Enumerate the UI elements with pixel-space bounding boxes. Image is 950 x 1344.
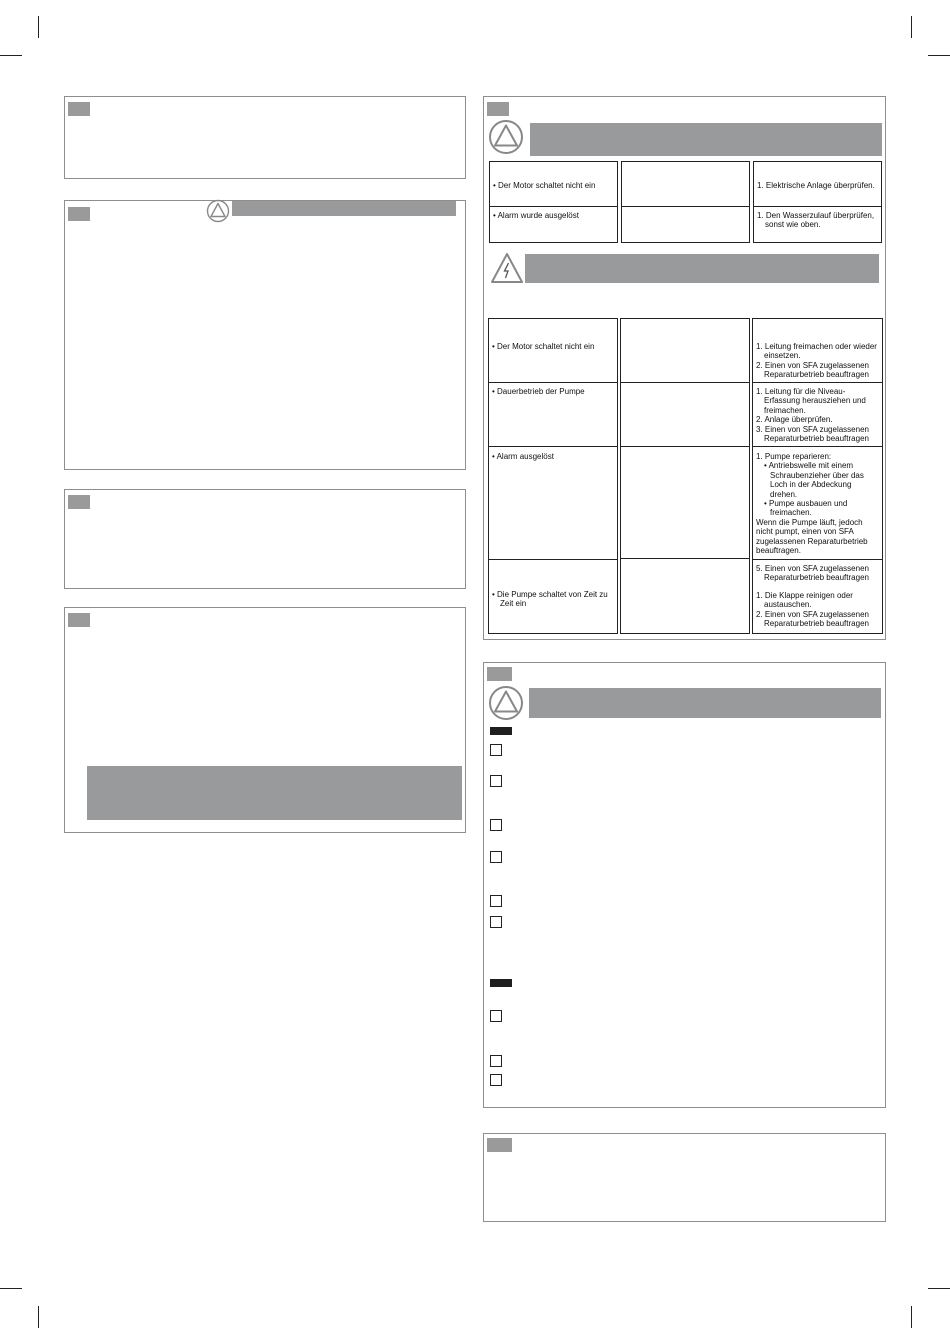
table-cell-cause [620,382,750,447]
table-cell-cause [620,318,750,383]
crop-mark [0,1288,22,1289]
symptom-text: • Die Pumpe schaltet von Zeit zu [492,590,608,599]
section-box [64,607,466,833]
crop-mark [928,1288,950,1289]
checklist-checkbox[interactable] [490,916,502,928]
remedy-text: 1. Elektrische Anlage überprüfen. [757,181,875,190]
symptom-text: • Dauerbetrieb der Pumpe [492,387,585,396]
crop-mark [911,1306,912,1328]
remedy-text: 1. Pumpe reparieren: [756,452,832,461]
mechanical-heading-bar [530,123,882,156]
table-cell-remedy [753,206,882,243]
table-cell-symptom [488,318,618,383]
remedy-text: 2. Einen von SFA zugelassenen [756,609,869,619]
checklist-checkbox[interactable] [490,744,502,756]
remedy-text: 1. Leitung für die Niveau- [756,387,846,396]
remedy-text: Reparaturbetrieb beauftragen [764,370,869,380]
remedy-text: 2. Anlage überprüfen. [756,415,833,425]
section-box [64,200,466,470]
section-number-tab [68,207,90,221]
checklist-checkbox[interactable] [490,775,502,787]
remedy-text: beauftragen. [756,546,801,556]
symptom-text: • Der Motor schaltet nicht ein [493,181,596,190]
symptom-text: • Alarm ausgelöst [492,452,554,461]
table-cell-remedy [752,382,883,447]
remedy-text: 1. Den Wasserzulauf überprüfen, [757,211,875,220]
table-cell-symptom [488,382,618,447]
checklist-checkbox[interactable] [490,1074,502,1086]
table-cell-symptom [489,206,618,243]
remedy-text: freimachen. [770,508,812,518]
section-number-tab [68,495,90,509]
remedy-text: 5. Einen von SFA zugelassenen [756,564,869,573]
section-box [483,1133,886,1222]
checklist-checkbox[interactable] [490,895,502,907]
table-cell-symptom [488,446,618,560]
remedy-text: 1. Die Klappe reinigen oder [756,590,853,600]
table-cell-cause [620,558,750,634]
remedy-text: Loch in der Abdeckung [770,480,852,490]
symptom-text: • Alarm wurde ausgelöst [493,211,579,220]
crop-mark [928,55,950,56]
section-number-tab [68,613,90,627]
section-box [64,96,466,179]
table-cell-symptom [489,161,618,207]
remedy-text: • Pumpe ausbauen und [764,499,848,509]
remedy-text: 3. Einen von SFA zugelassenen [756,424,869,434]
section-box [64,489,466,589]
remedy-text: 1. Leitung freimachen oder wieder [756,342,877,351]
table-cell-remedy [752,446,883,560]
remedy-text: Wenn die Pumpe läuft, jedoch [756,517,863,527]
remedy-text: drehen. [770,489,798,499]
warning-triangle-icon [206,199,230,223]
section-number-tab [487,102,509,116]
remedy-text: • Antriebswelle mit einem [764,461,854,471]
table-cell-remedy [752,559,883,634]
subsection-marker [490,727,512,735]
warning-triangle-icon [488,119,524,155]
checklist-checkbox[interactable] [490,851,502,863]
remedy-text: Schraubenzieher über das [770,470,864,480]
remedy-text: nicht pumpt, einen von SFA [756,527,854,537]
table-cell-remedy [753,161,882,207]
checklist-section [483,662,886,1108]
remedy-text: zugelassenen Reparaturbetrieb [756,536,868,546]
remedy-text: einsetzen. [764,351,801,361]
table-cell-symptom [488,559,618,634]
table-cell-remedy [752,318,883,383]
table-cell-cause [620,446,750,559]
remedy-text: Erfassung herausziehen und [764,396,866,406]
electric-hazard-icon [490,252,524,284]
section-number-tab [487,667,512,681]
remedy-text [756,583,879,591]
note-bar [87,766,462,820]
table-cell-cause [621,206,750,243]
symptom-text: Zeit ein [500,599,527,609]
troubleshooting-section [483,96,886,640]
remedy-text: Reparaturbetrieb beauftragen [764,434,869,444]
warning-triangle-icon [488,685,524,721]
crop-mark [911,16,912,38]
remedy-text: 2. Einen von SFA zugelassenen [756,360,869,370]
remedy-text: austauschen. [764,600,812,610]
checklist-heading-bar [529,688,881,718]
remedy-text: Reparaturbetrieb beauftragen [764,573,869,583]
checklist-checkbox[interactable] [490,1010,502,1022]
remedy-text: Reparaturbetrieb beauftragen [764,619,869,629]
subsection-marker [490,979,512,987]
checklist-checkbox[interactable] [490,1055,502,1067]
section-number-tab [68,102,90,116]
remedy-text: freimachen. [764,405,806,415]
remedy-text: sonst wie oben. [765,220,821,230]
electrical-heading-bar [525,254,879,283]
checklist-checkbox[interactable] [490,819,502,831]
section-number-tab [487,1138,512,1152]
crop-mark [38,16,39,38]
symptom-text: • Der Motor schaltet nicht ein [492,342,595,351]
crop-mark [38,1306,39,1328]
crop-mark [0,55,22,56]
warning-heading-bar [232,201,456,216]
table-cell-cause [621,161,750,207]
